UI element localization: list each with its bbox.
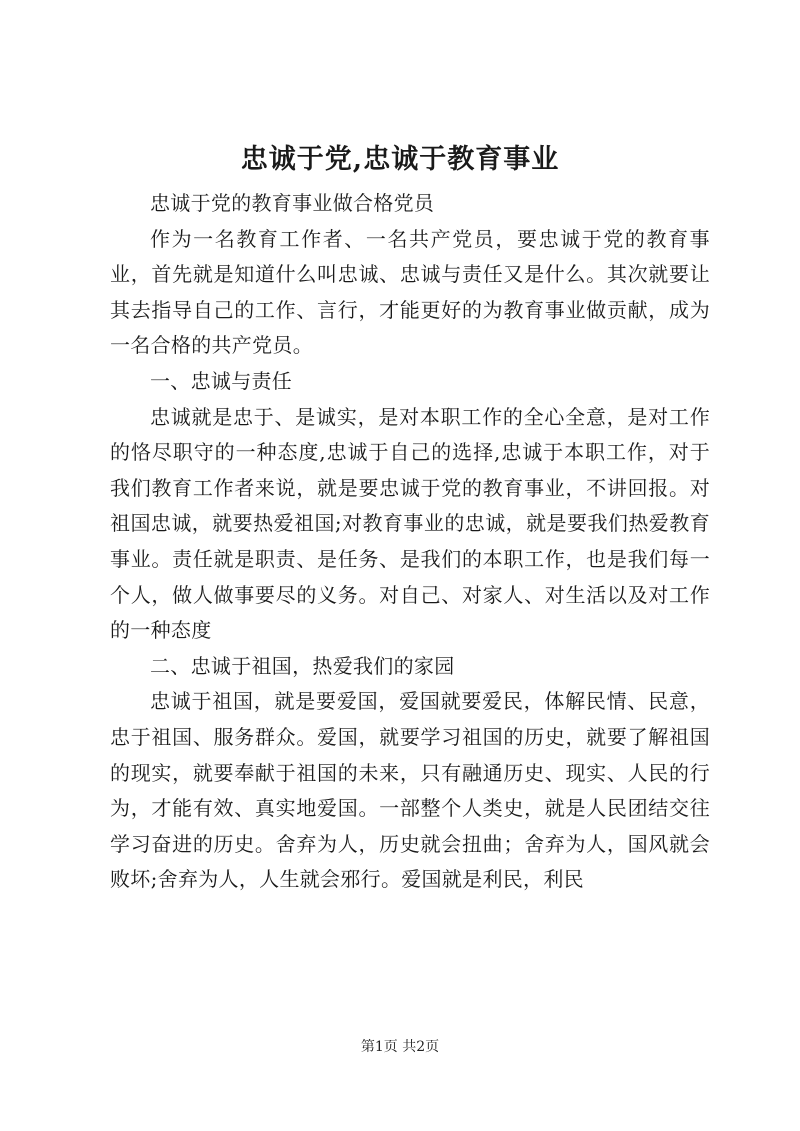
paragraph-section-1: 忠诚就是忠于、是诚实，是对本职工作的全心全意，是对工作的恪尽职守的一种态度,忠诚于自己的选择,忠诚于本职工作，对于我们教育工作者来说，就是要忠诚于党的教育事业，不讲回报。对祖国忠诚，就要热爱祖国;对教育事业的忠诚，就是要我们热爱教育事业。责任就是职责、是任务、是我们的本职工作，也是我们每一个人，做人做事要尽的义务。对自己、对家人、对生活以及对工作的一种态度 bbox=[110, 404, 710, 643]
paragraph-section-2: 忠诚于祖国，就是要爱国，爱国就要爱民，体解民情、民意，忠于祖国、服务群众。爱国，就要学习祖国的历史，就要了解祖国的现实，就要奉献于祖国的未来，只有融通历史、现实、人民的行为，才能有效、真实地爱国。一部整个人类史，就是人民团结交往学习奋进的历史。舍弃为人，历史就会扭曲；舍弃为人，国风就会败坏;舍弃为人，人生就会邪行。爱国就是利民，利民 bbox=[110, 689, 710, 892]
paragraph-subtitle: 忠诚于党的教育事业做合格党员 bbox=[150, 191, 435, 215]
section-heading-1: 一、忠诚与责任 bbox=[150, 368, 293, 393]
section-heading-2: 二、忠诚于祖国，热爱我们的家园 bbox=[150, 653, 455, 678]
paragraph-intro: 作为一名教育工作者、一名共产党员，要忠诚于党的教育事业，首先就是知道什么叫忠诚、忠诚与责任又是什么。其次就要让其去指导自己的工作、言行，才能更好的为教育事业做贡献，成为一名合格的共产党员。 bbox=[110, 226, 710, 358]
page-number-footer: 第1页 共2页 bbox=[360, 1039, 440, 1055]
document-body bbox=[110, 186, 710, 898]
document-title: 忠诚于党,忠诚于教育事业 bbox=[240, 144, 560, 175]
